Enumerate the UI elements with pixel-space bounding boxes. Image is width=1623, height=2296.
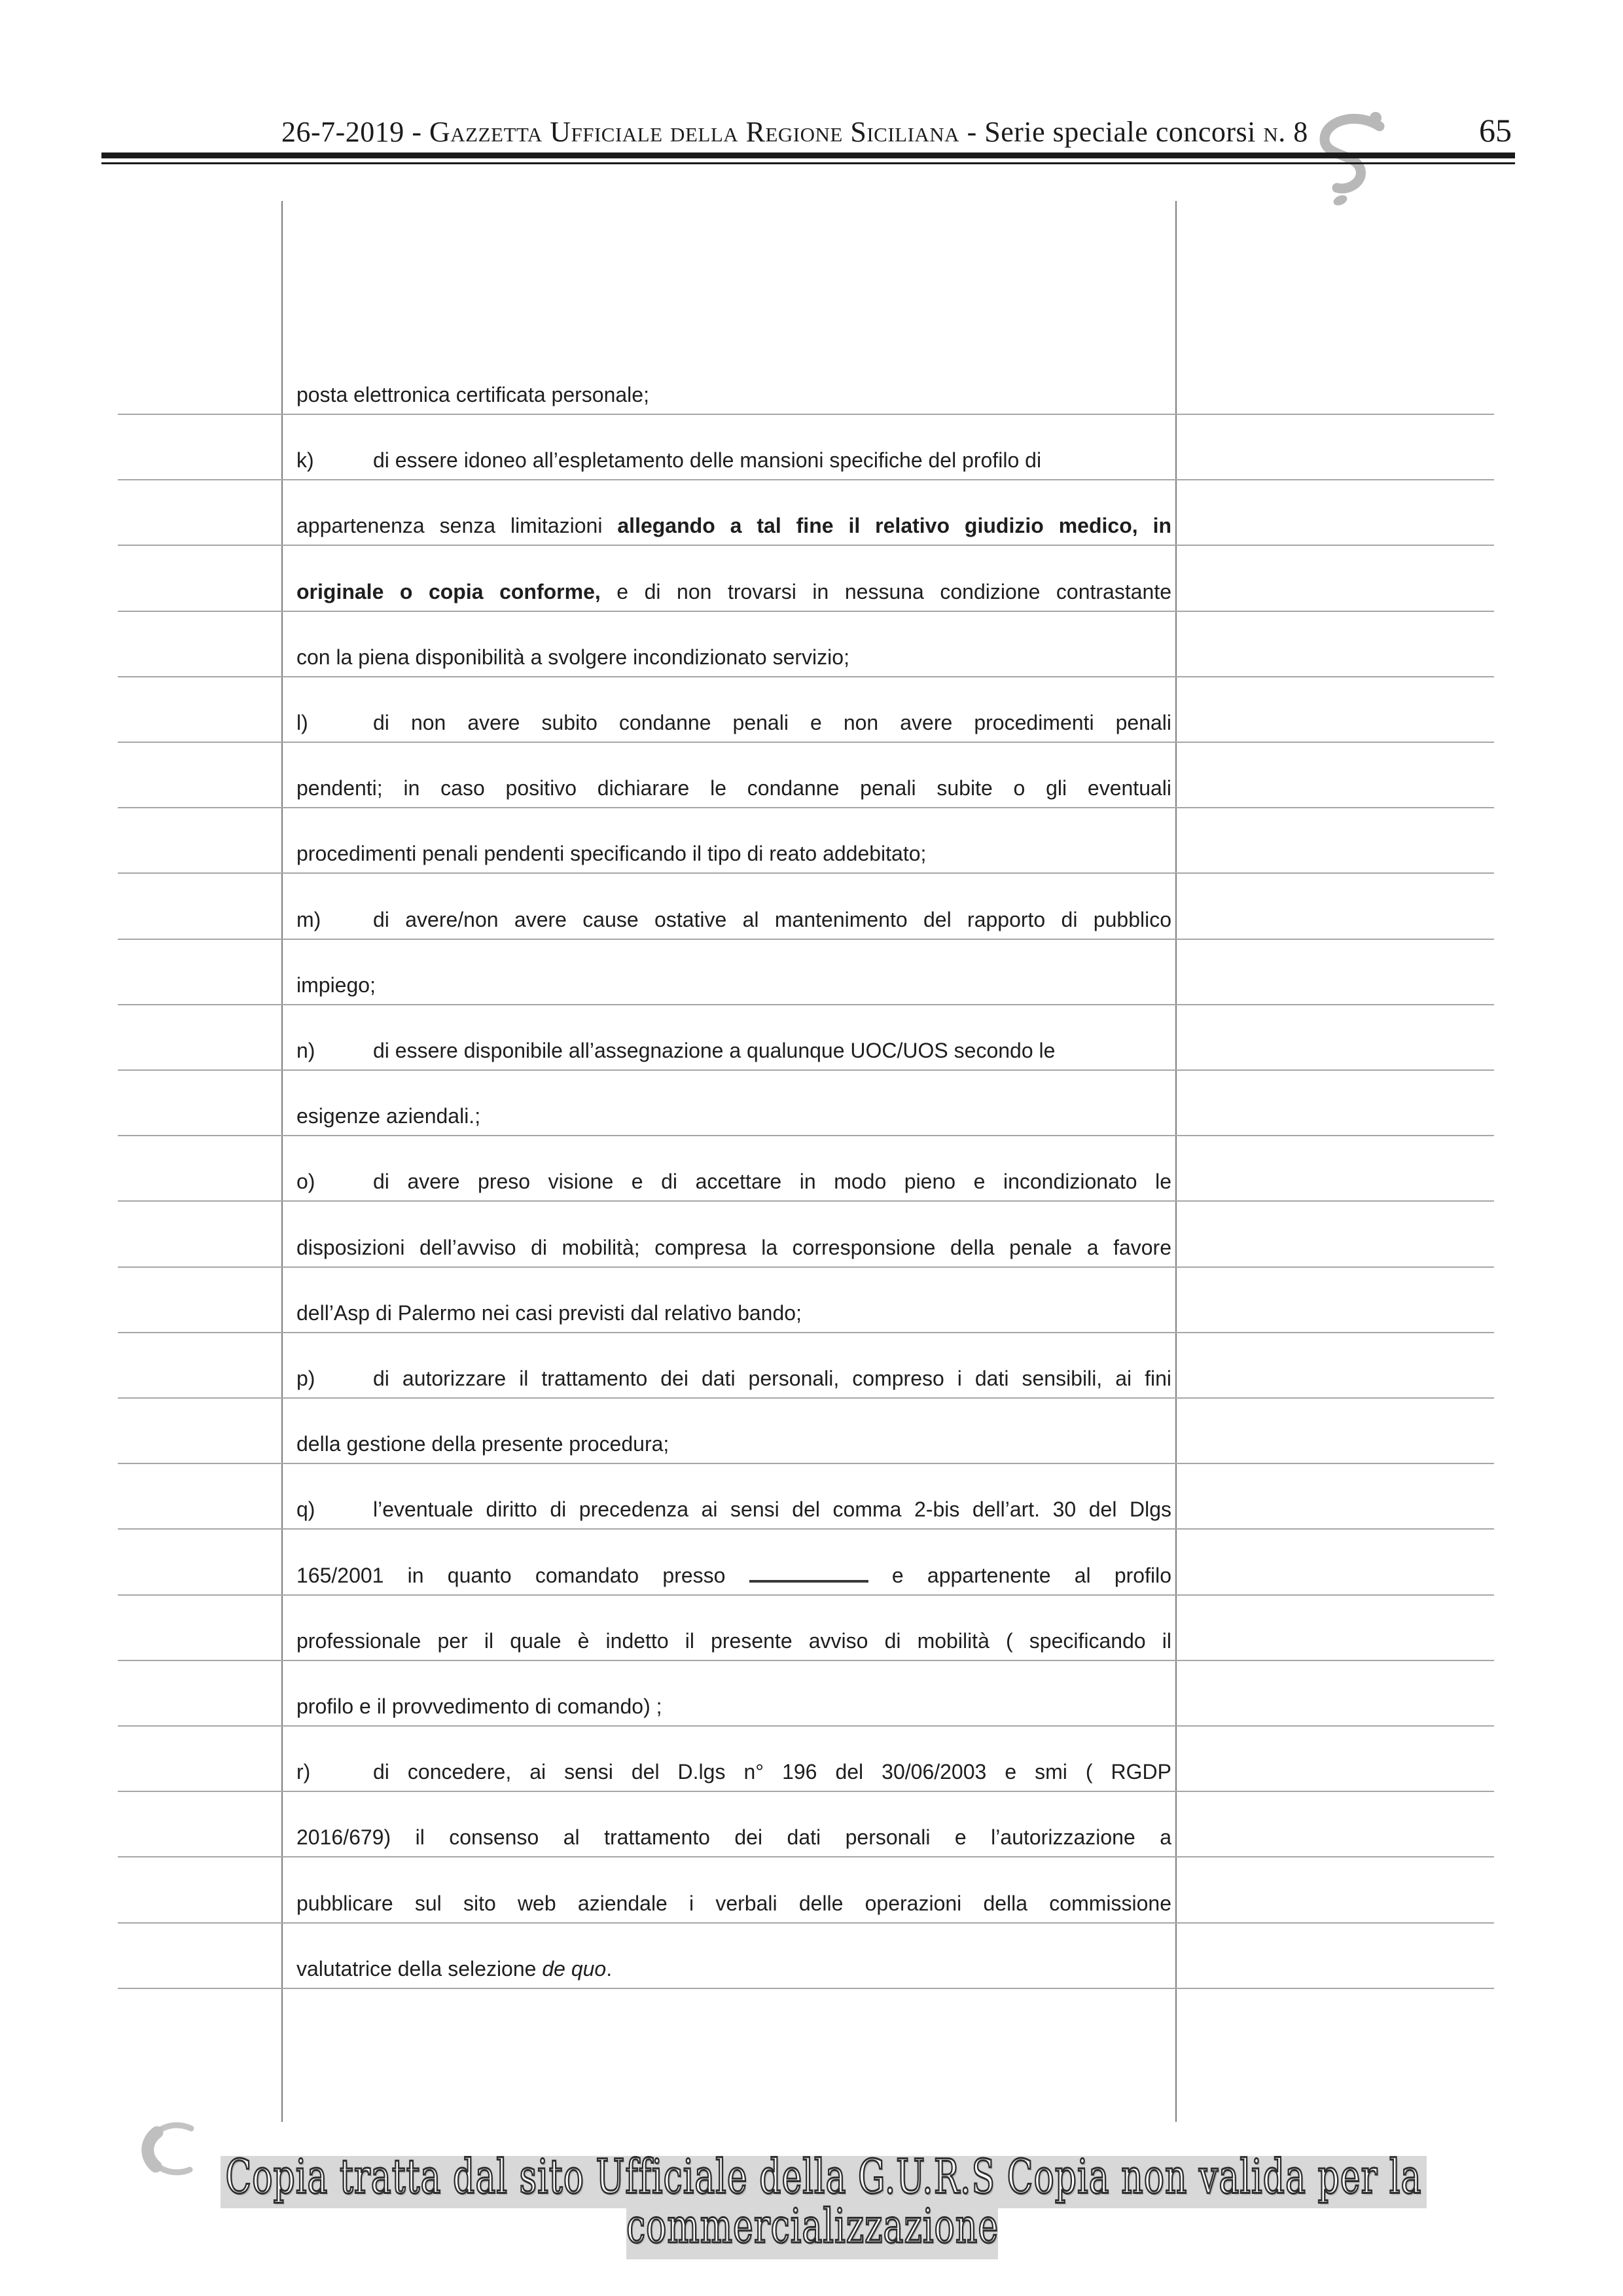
- signature-squiggle-watermark-icon: [1306, 105, 1404, 213]
- text-segment: disposizioni dell’avviso di mobilità; compresa la corresponsione della penale a favore: [296, 1236, 1171, 1259]
- list-item-label: q): [296, 1498, 315, 1521]
- text-line: [296, 642, 1171, 672]
- text-segment: .: [606, 1957, 613, 1981]
- text-segment: dell’Asp di Palermo nei casi previsti dal relativo bando;: [296, 1301, 802, 1325]
- list-item-label: l): [296, 711, 308, 734]
- ruled-line: [118, 1397, 1494, 1399]
- header-date: 26-7-2019: [281, 116, 404, 148]
- text-segment: di avere/non avere cause ostative al mantenimento del rapporto di pubblico: [373, 908, 1171, 931]
- ruled-line: [118, 1791, 1494, 1792]
- issue-number: 8: [1285, 116, 1308, 148]
- text-line: [296, 1822, 1171, 1852]
- text-segment: professionale per il quale è indetto il presente avviso di mobilità ( specificando il: [296, 1629, 1171, 1653]
- ruled-line: [118, 939, 1494, 940]
- watermark-text-line2: commercializzazione: [626, 2200, 999, 2254]
- text-segment: di avere preso visione e di accettare in modo pieno e incondizionato le: [373, 1170, 1171, 1193]
- table-vertical-border-right: [1175, 201, 1177, 2122]
- ruled-line: [118, 1725, 1494, 1727]
- list-item-label: n): [296, 1039, 315, 1062]
- text-line: [296, 1494, 1171, 1524]
- text-line: [296, 1757, 1171, 1787]
- ruled-line: [118, 1528, 1494, 1530]
- page-header: [281, 115, 1308, 149]
- text-line: [296, 1363, 1171, 1393]
- text-segment: pubblicare sul sito web aziendale i verbali delle operazioni della commissione: [296, 1892, 1171, 1915]
- text-line: [296, 1429, 1171, 1459]
- text-line: [296, 511, 1171, 541]
- ruled-line: [118, 1594, 1494, 1596]
- text-segment: impiego;: [296, 973, 376, 997]
- text-segment: valutatrice della selezione: [296, 1957, 543, 1981]
- ruled-line: [118, 1135, 1494, 1136]
- pen-stroke-crescent-icon: [128, 2119, 213, 2185]
- ruled-line: [118, 1266, 1494, 1268]
- text-line: [296, 1560, 1171, 1590]
- text-segment: 2016/679) il consenso al trattamento dei dati personali e l’autorizzazione a: [296, 1825, 1171, 1849]
- ruled-line: [118, 1856, 1494, 1857]
- text-line: [296, 380, 1171, 410]
- text-segment: appartenenza senza limitazioni: [296, 514, 618, 537]
- ruled-line: [118, 414, 1494, 415]
- ruled-line: [118, 1069, 1494, 1071]
- list-item-label: r): [296, 1760, 311, 1784]
- text-line: [296, 970, 1171, 1000]
- text-segment: esigenze aziendali.;: [296, 1104, 481, 1128]
- page-number: 65: [1479, 112, 1512, 149]
- text-line: [296, 1101, 1171, 1131]
- header-separator2: -: [959, 116, 985, 148]
- text-line: [296, 838, 1171, 869]
- ruled-line: [118, 545, 1494, 546]
- text-segment: e di non trovarsi in nessuna condizione contrastante: [600, 580, 1172, 603]
- text-line: [296, 1691, 1171, 1721]
- text-line: [296, 1626, 1171, 1656]
- text-line: [296, 445, 1171, 475]
- table-vertical-border-left: [281, 201, 283, 2122]
- issue-abbrev: n.: [1263, 116, 1286, 148]
- ruled-line: [118, 1660, 1494, 1661]
- text-segment: l’eventuale diritto di precedenza ai sensi del comma 2-bis dell’art. 30 del Dlgs: [373, 1498, 1171, 1521]
- text-line: [296, 773, 1171, 803]
- text-segment: profilo e il provvedimento di comando) ;: [296, 1695, 662, 1718]
- text-line: [296, 905, 1171, 935]
- bold-text-segment: originale o copia conforme,: [296, 580, 601, 603]
- text-line: [296, 1298, 1171, 1328]
- text-line: [296, 1888, 1171, 1918]
- header-rule-thick: [101, 152, 1515, 158]
- fill-in-blank: [749, 1580, 868, 1583]
- ruled-line: [118, 1200, 1494, 1202]
- text-segment: e appartenente al profilo: [868, 1564, 1172, 1587]
- ruled-line: [118, 611, 1494, 612]
- text-segment: di essere idoneo all’espletamento delle mansioni specifiche del profilo di: [373, 448, 1042, 472]
- ruled-line: [118, 1332, 1494, 1333]
- text-segment: 165/2001 in quanto comandato presso: [296, 1564, 749, 1587]
- watermark-band-2: [626, 2200, 999, 2259]
- list-item-label: m): [296, 908, 321, 931]
- bold-text-segment: allegando a tal fine il relativo giudizio medico, in: [617, 514, 1172, 537]
- text-segment: di non avere subito condanne penali e non avere procedimenti penali: [373, 711, 1171, 734]
- ruled-line: [118, 1463, 1494, 1464]
- text-segment: posta elettronica certificata personale;: [296, 383, 649, 406]
- ruled-line: [118, 807, 1494, 808]
- watermark-text-line1: Copia tratta dal sito Ufficiale della G.U.R.S Copia non valida per la: [225, 2150, 1422, 2205]
- gazette-title: Gazzetta Ufficiale della Regione Siciliana: [429, 116, 960, 148]
- text-segment: procedimenti penali pendenti specificando il tipo di reato addebitato;: [296, 842, 927, 865]
- list-item-label: p): [296, 1367, 315, 1390]
- header-rule-thin: [101, 162, 1515, 164]
- text-segment: di autorizzare il trattamento dei dati personali, compreso i dati sensibili, ai fini: [373, 1367, 1171, 1390]
- text-line: [296, 708, 1171, 738]
- italic-text-segment: de quo: [542, 1957, 607, 1981]
- text-segment: con la piena disponibilità a svolgere incondizionato servizio;: [296, 645, 849, 669]
- ruled-line: [118, 742, 1494, 743]
- ruled-line: [118, 1922, 1494, 1924]
- text-line: [296, 577, 1171, 607]
- text-segment: pendenti; in caso positivo dichiarare le condanne penali subite o gli eventuali: [296, 776, 1171, 800]
- text-line: [296, 1232, 1171, 1263]
- header-separator: -: [404, 116, 429, 148]
- text-segment: di essere disponibile all’assegnazione a qualunque UOC/UOS secondo le: [373, 1039, 1056, 1062]
- series-title: Serie speciale concorsi: [984, 116, 1264, 148]
- text-segment: della gestione della presente procedura;: [296, 1432, 669, 1456]
- text-line: [296, 1954, 1171, 1984]
- text-line: [296, 1166, 1171, 1196]
- text-line: [296, 1035, 1171, 1066]
- list-item-label: k): [296, 448, 314, 472]
- ruled-line: [118, 1004, 1494, 1005]
- ruled-line: [118, 1988, 1494, 1989]
- ruled-line: [118, 872, 1494, 874]
- ruled-line: [118, 479, 1494, 480]
- ruled-line: [118, 676, 1494, 677]
- text-segment: di concedere, ai sensi del D.lgs n° 196 del 30/06/2003 e smi ( RGDP: [373, 1760, 1171, 1784]
- list-item-label: o): [296, 1170, 315, 1193]
